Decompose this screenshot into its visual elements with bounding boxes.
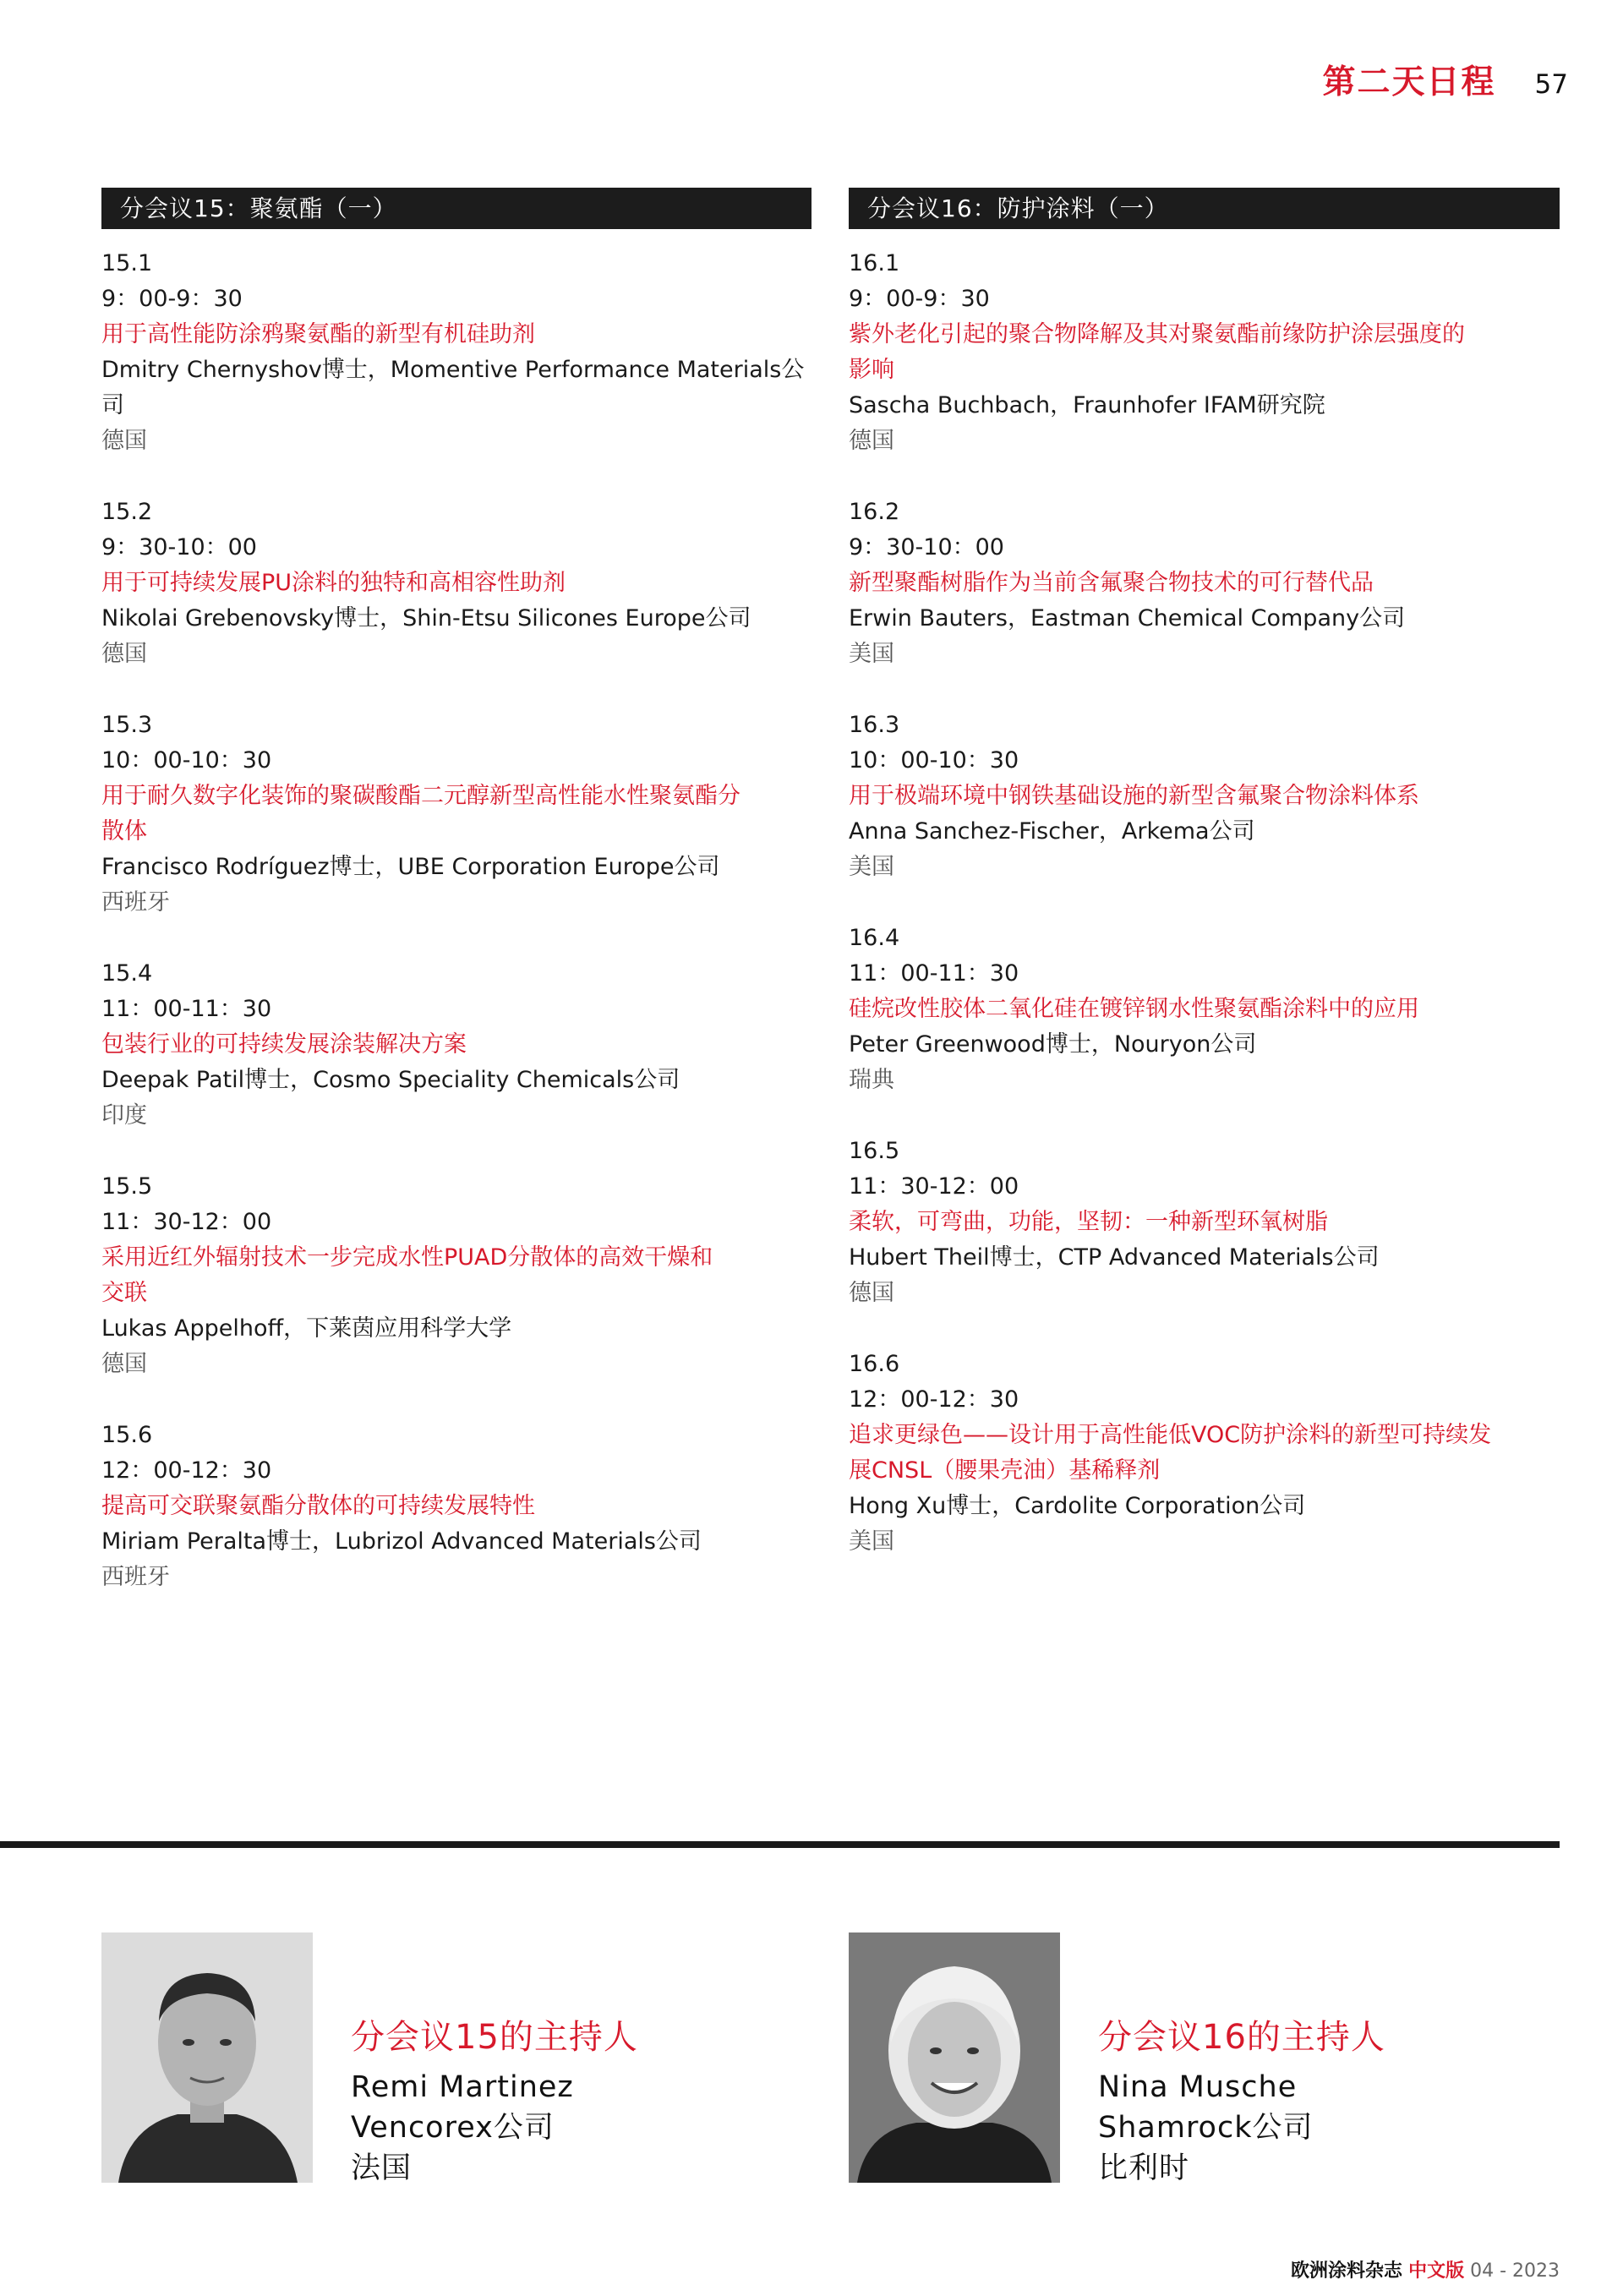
talk-title-cont: 影响 [849,357,894,383]
talk-time: 9：00-9：30 [101,286,243,312]
talk-number: 15.1 [101,250,153,276]
talk-title: 用于耐久数字化装饰的聚碳酸酯二元醇新型高性能水性聚氨酯分 [101,783,740,809]
session-15-title: 分会议15：聚氨酯（一） [101,188,812,229]
talk-title: 用于高性能防涂鸦聚氨酯的新型有机硅助剂 [101,321,535,347]
talk-speaker: Hong Xu博士，Cardolite Corporation公司 [849,1493,1306,1519]
chair-label: 分会议16的主持人 [1098,2018,1385,2057]
page-number: 57 [1534,69,1568,100]
chair-country: 比利时 [1098,2151,1190,2185]
section-divider [0,1841,1560,1848]
talk-time: 11：30-12：00 [101,1209,272,1235]
talk-country: 印度 [101,1102,147,1129]
chair-country: 法国 [351,2151,413,2185]
talk-number: 15.3 [101,712,153,738]
talk-title-cont: 散体 [101,818,147,845]
chair-name: Remi Martinez [351,2070,574,2104]
talk-country: 西班牙 [101,889,170,916]
talk-time: 10：00-10：30 [849,747,1019,774]
talk-title: 用于可持续发展PU涂料的独特和高相容性助剂 [101,570,566,596]
talk-time: 9：30-10：00 [849,534,1004,560]
talk-number: 16.6 [849,1351,900,1377]
talk-country: 德国 [101,641,147,667]
talk-16-4 [849,921,1560,1098]
talk-title: 用于极端环境中钢铁基础设施的新型含氟聚合物涂料体系 [849,783,1419,809]
talk-title-cont: 展CNSL（腰果壳油）基稀释剂 [849,1457,1161,1484]
talk-title: 追求更绿色——设计用于高性能低VOC防护涂料的新型可持续发 [849,1422,1492,1448]
portrait-woman-icon [849,1932,1060,2183]
talk-title: 柔软，可弯曲，功能，坚韧：一种新型环氧树脂 [849,1209,1328,1235]
talk-number: 16.4 [849,925,900,951]
talk-time: 9：00-9：30 [849,286,990,312]
talk-15-3 [101,708,812,921]
talk-16-5 [849,1134,1560,1311]
talk-number: 15.2 [101,499,153,525]
talk-country: 美国 [849,1528,894,1555]
chair-16 [849,1932,1385,2189]
page-footer [1291,2256,1560,2282]
chair-company: Shamrock公司 [1098,2111,1314,2145]
talk-time: 12：00-12：30 [101,1457,272,1484]
talk-speaker: Nikolai Grebenovsky博士，Shin-Etsu Silicones Europe公司 [101,605,751,631]
talk-speaker-cont: 司 [101,392,124,418]
talk-15-6 [101,1418,812,1595]
talk-16-3 [849,708,1560,885]
talk-speaker: Hubert Theil博士，CTP Advanced Materials公司 [849,1244,1380,1271]
talk-time: 9：30-10：00 [101,534,257,560]
talk-country: 德国 [101,428,147,454]
talk-country: 西班牙 [101,1564,170,1590]
talk-time: 11：30-12：00 [849,1173,1019,1200]
talk-number: 15.5 [101,1173,153,1200]
chair-photo-remi-martinez [101,1932,313,2183]
page-header [1323,56,1568,103]
talk-15-1 [101,246,812,459]
chair-name: Nina Musche [1098,2070,1298,2104]
talk-speaker: Sascha Buchbach，Fraunhofer IFAM研究院 [849,392,1325,418]
talk-16-2 [849,495,1560,672]
talk-15-4 [101,956,812,1134]
talk-speaker: Francisco Rodríguez博士，UBE Corporation Europe公司 [101,854,720,880]
talk-country: 德国 [849,428,894,454]
talk-speaker: Peter Greenwood博士，Nouryon公司 [849,1031,1257,1058]
talk-title: 包装行业的可持续发展涂装解决方案 [101,1031,467,1058]
talk-country: 德国 [101,1351,147,1377]
edition-label: 中文版 [1408,2260,1465,2282]
talk-title: 采用近红外辐射技术一步完成水性PUAD分散体的高效干燥和 [101,1244,713,1271]
talk-time: 10：00-10：30 [101,747,272,774]
talk-15-2 [101,495,812,672]
talk-time: 11：00-11：30 [849,960,1019,987]
chair-company: Vencorex公司 [351,2111,555,2145]
chair-16-info [1098,2010,1385,2189]
talk-16-1 [849,246,1560,459]
chair-15-info [351,2010,638,2189]
talk-number: 16.5 [849,1138,900,1164]
session-15-column [101,188,812,1595]
session-16-column [849,188,1560,1560]
talk-speaker: Deepak Patil博士，Cosmo Speciality Chemicals公司 [101,1067,680,1093]
chair-15 [101,1932,638,2189]
talk-number: 16.1 [849,250,900,276]
magazine-name: 欧洲涂料杂志 [1291,2260,1403,2282]
talk-title: 提高可交联聚氨酯分散体的可持续发展特性 [101,1493,535,1519]
talk-country: 美国 [849,641,894,667]
talk-title-cont: 交联 [101,1280,147,1306]
talk-time: 12：00-12：30 [849,1386,1019,1413]
chair-photo-nina-musche [849,1932,1060,2183]
talk-speaker: Erwin Bauters，Eastman Chemical Company公司 [849,605,1406,631]
talk-title: 紫外老化引起的聚合物降解及其对聚氨酯前缘防护涂层强度的 [849,321,1465,347]
chair-label: 分会议15的主持人 [351,2018,638,2057]
talk-number: 15.6 [101,1422,153,1448]
talk-15-5 [101,1169,812,1382]
talk-speaker: Miriam Peralta博士，Lubrizol Advanced Materials公司 [101,1528,702,1555]
talk-country: 德国 [849,1280,894,1306]
talk-title: 新型聚酯树脂作为当前含氟聚合物技术的可行替代品 [849,570,1374,596]
talk-country: 瑞典 [849,1067,894,1093]
talk-16-6 [849,1347,1560,1560]
talk-number: 16.2 [849,499,900,525]
section-title: 第二天日程 [1322,63,1496,101]
talk-speaker: Lukas Appelhoff，下莱茵应用科学大学 [101,1315,512,1342]
talk-number: 16.3 [849,712,900,738]
talk-speaker: Anna Sanchez-Fischer，Arkema公司 [849,818,1255,845]
talk-number: 15.4 [101,960,153,987]
talk-time: 11：00-11：30 [101,996,272,1022]
talk-title: 硅烷改性胶体二氧化硅在镀锌钢水性聚氨酯涂料中的应用 [849,996,1419,1022]
session-16-title: 分会议16：防护涂料（一） [849,188,1560,229]
talk-country: 美国 [849,854,894,880]
portrait-man-icon [101,1932,313,2183]
issue-label: 04 - 2023 [1470,2260,1560,2282]
talk-speaker: Dmitry Chernyshov博士，Momentive Performance Materials公 [101,357,805,383]
